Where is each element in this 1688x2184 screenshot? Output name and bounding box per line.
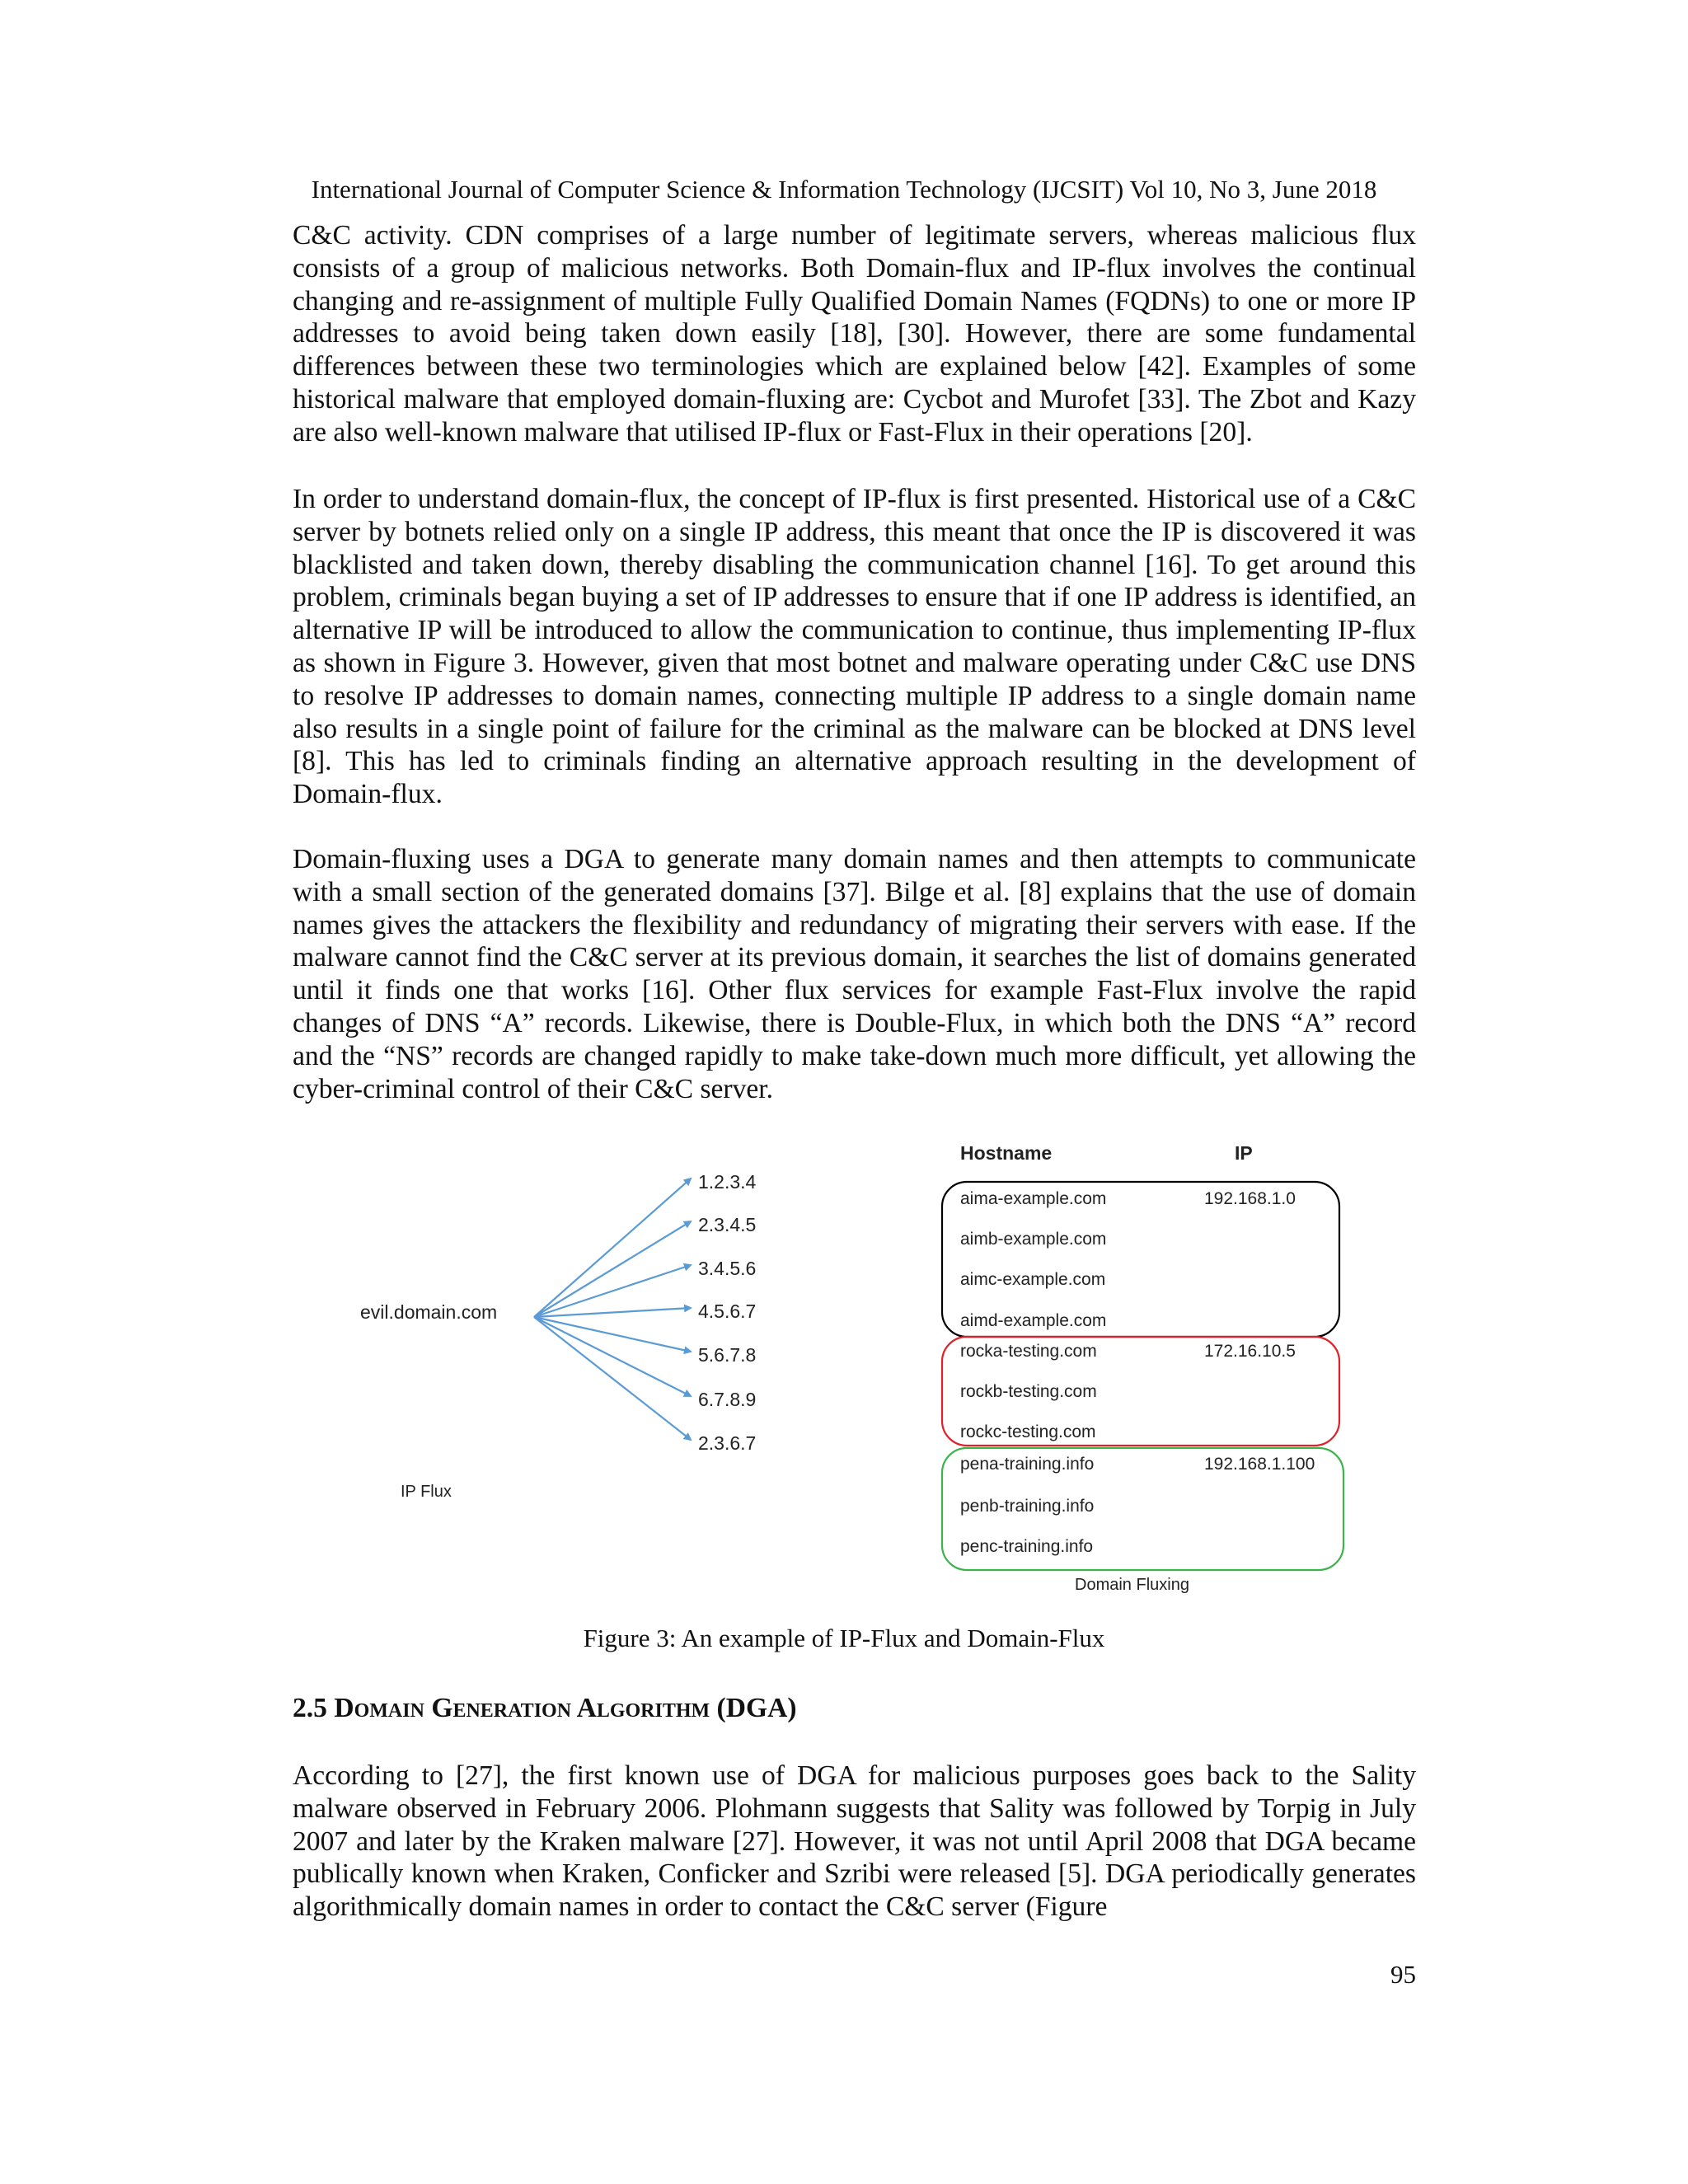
domain-flux-diagram bbox=[942, 1142, 1343, 1594]
paragraph-text: In order to understand domain-flux, the concept of IP-flux is first presented. Historical use of a C&C server by botnets relied only on a single IP address, this meant that once the IP is discovered it was blacklisted and taken down, thereby disabling the communication channel [16]. To get around this problem, criminals began buying a set of IP addresses to ensure that if one IP address is identified, an alternative IP will be introduced to allow the communication to continue, thus implementing IP-flux as shown in Figure 3. However, given that most botnet and malware operating under C&C use DNS to resolve IP addresses to domain names, connecting multiple IP address to a single domain name also results in a single point of failure for the criminal as the malware can be blocked at DNS level [8]. This has led to criminals finding an alternative approach resulting in the development of Domain-flux. bbox=[293, 484, 1416, 810]
group-ip: 192.168.1.100 bbox=[1204, 1455, 1315, 1474]
domain-fluxing-label: Domain Fluxing bbox=[1075, 1576, 1189, 1594]
arrow bbox=[534, 1317, 691, 1440]
arrow bbox=[534, 1317, 691, 1396]
page-number: 95 bbox=[1390, 1960, 1416, 1989]
paragraph-1 bbox=[293, 219, 1416, 449]
paragraph-text: According to [27], the first known use of DGA for malicious purposes goes back to the Sality malware observed in February 2006. Plohmann suggests that Sality was followed by Torpig in July 2007 and later by the Kraken malware [27]. However, it was not until April 2008 that DGA became publically known when Kraken, Conficker and Szribi were released [5]. DGA periodically generates algorithmically domain names in order to contact the C&C server (Figure bbox=[293, 1760, 1416, 1923]
group-ip: 192.168.1.0 bbox=[1204, 1189, 1296, 1208]
hostname: rockb-testing.com bbox=[960, 1382, 1097, 1401]
ip-header: IP bbox=[1235, 1142, 1253, 1164]
arrows bbox=[534, 1179, 691, 1440]
hostname: penb-training.info bbox=[960, 1497, 1095, 1516]
ip-flux-label: IP Flux bbox=[401, 1483, 452, 1501]
hostname: aimb-example.com bbox=[960, 1230, 1107, 1249]
ip-target: 3.4.5.6 bbox=[698, 1258, 757, 1279]
ip-target: 5.6.7.8 bbox=[698, 1344, 757, 1366]
arrow bbox=[534, 1179, 691, 1317]
paragraph-text: Domain-fluxing uses a DGA to generate many domain names and then attempts to communicate with a small section of the generated domains [37]. Bilge et al. [8] explains that the use of domain names gives the attackers the flexibility and redundancy of migrating their servers with ease. If the malware cannot find the C&C server at its previous domain, it searches the list of domains generated until it finds one that works [16]. Other flux services for example Fast-Flux involve the rapid changes of DNS “A” records. Likewise, there is Double-Flux, in which both the DNS “A” record and the “NS” records are changed rapidly to make take-down much more difficult, yet allowing the cyber-criminal control of their C&C server. bbox=[293, 844, 1416, 1104]
ip-target: 2.3.6.7 bbox=[698, 1432, 757, 1454]
hostname: penc-training.info bbox=[960, 1537, 1094, 1556]
source-domain: evil.domain.com bbox=[360, 1301, 498, 1323]
hostname: rockc-testing.com bbox=[960, 1422, 1096, 1441]
ip-target: 6.7.8.9 bbox=[698, 1389, 757, 1410]
group-ip: 172.16.10.5 bbox=[1204, 1342, 1296, 1361]
figure-3 bbox=[0, 1129, 1688, 1607]
paragraph-3 bbox=[293, 843, 1416, 1105]
paragraph-4 bbox=[293, 1760, 1416, 1924]
ip-target: 1.2.3.4 bbox=[698, 1171, 757, 1193]
domain-group bbox=[942, 1182, 1339, 1337]
arrow bbox=[534, 1221, 691, 1317]
hostname-header: Hostname bbox=[960, 1142, 1053, 1164]
paragraph-2 bbox=[293, 483, 1416, 811]
ip-target: 2.3.4.5 bbox=[698, 1214, 757, 1235]
ip-target: 4.5.6.7 bbox=[698, 1301, 757, 1322]
journal-header: International Journal of Computer Science & Information Technology (IJCSIT) Vol 10, No 3, June 2018 bbox=[311, 175, 1377, 204]
paragraph-text: C&C activity. CDN comprises of a large number of legitimate servers, whereas malicious flux consists of a group of malicious networks. Both Domain-flux and IP-flux involves the continual changing and re-assignment of multiple Fully Qualified Domain Names (FQDNs) to one or more IP addresses to avoid being taken down easily [18], [30]. However, there are some fundamental differences between these two terminologies which are explained below [42]. Examples of some historical malware that employed domain-fluxing are: Cycbot and Murofet [33]. The Zbot and Kazy are also well-known malware that utilised IP-flux or Fast-Flux in their operations [20]. bbox=[293, 220, 1416, 448]
hostname: rocka-testing.com bbox=[960, 1342, 1097, 1361]
hostname: aima-example.com bbox=[960, 1189, 1107, 1208]
domain-group bbox=[942, 1337, 1339, 1446]
ip-flux-diagram bbox=[360, 1171, 757, 1501]
hostname: aimc-example.com bbox=[960, 1270, 1106, 1289]
hostname: aimd-example.com bbox=[960, 1311, 1107, 1330]
domain-group bbox=[942, 1448, 1343, 1570]
figure-caption: Figure 3: An example of IP-Flux and Domain-Flux bbox=[583, 1624, 1105, 1652]
domain-groups bbox=[942, 1182, 1343, 1570]
ip-targets bbox=[698, 1171, 757, 1454]
hostname: pena-training.info bbox=[960, 1455, 1095, 1474]
section-heading: 2.5 Domain Generation Algorithm (DGA) bbox=[293, 1693, 797, 1723]
